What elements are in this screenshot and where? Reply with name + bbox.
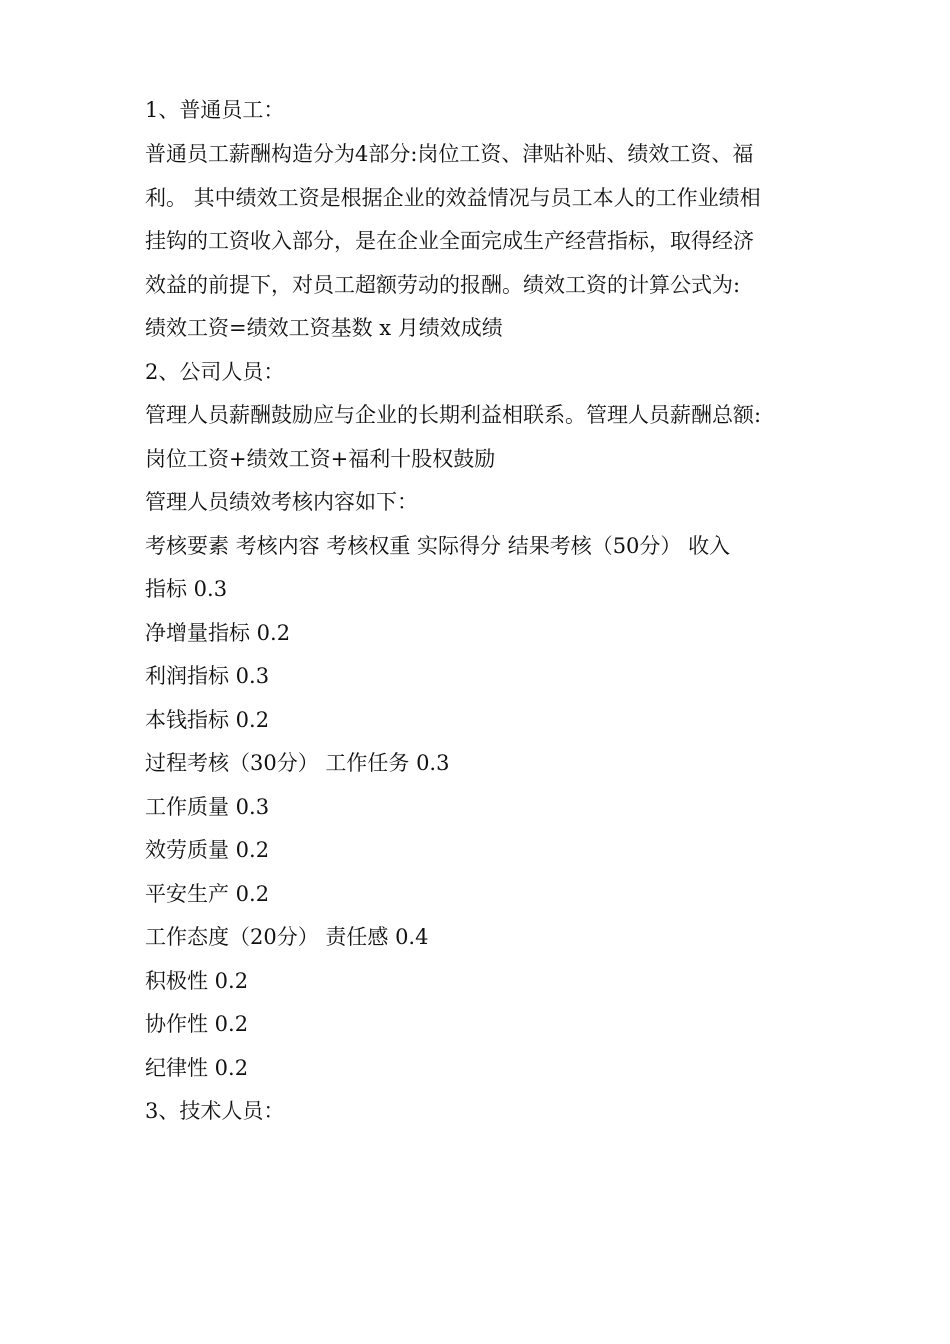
paragraph-line: 管理人员薪酬鼓励应与企业的长期利益相联系。管理人员薪酬总额:: [145, 403, 762, 427]
assessment-item: 净增量指标 0.2: [145, 621, 291, 645]
assessment-item: 指标 0.3: [145, 577, 228, 601]
assessment-item: 工作态度（20分） 责任感 0.4: [145, 925, 429, 949]
assessment-item: 利润指标 0.3: [145, 664, 270, 688]
section-heading-company-staff: 2、公司人员：: [145, 360, 285, 384]
paragraph-line: 普通员工薪酬构造分为4部分:岗位工资、津贴补贴、绩效工资、福: [145, 142, 754, 166]
section-heading-technical-staff: 3、技术人员：: [145, 1099, 285, 1123]
section-heading-ordinary-staff: 1、普通员工：: [145, 98, 285, 122]
document-page: [145, 0, 815, 1344]
assessment-item: 本钱指标 0.2: [145, 708, 270, 732]
paragraph-line: 效益的前提下，对员工超额劳动的报酬。绩效工资的计算公式为:: [145, 273, 741, 297]
paragraph-line: 岗位工资+绩效工资+福利十股权鼓励: [145, 447, 496, 471]
formula-line: 绩效工资=绩效工资基数 x 月绩效成绩: [145, 316, 503, 340]
assessment-header-line: 考核要素 考核内容 考核权重 实际得分 结果考核（50分） 收入: [145, 534, 731, 558]
paragraph-line: 挂钩的工资收入部分，是在企业全面完成生产经营指标，取得经济: [145, 229, 754, 253]
paragraph-line: 利。 其中绩效工资是根据企业的效益情况与员工本人的工作业绩相: [145, 186, 761, 210]
paragraph-line: 管理人员绩效考核内容如下：: [145, 490, 418, 514]
assessment-item: 纪律性 0.2: [145, 1056, 249, 1080]
assessment-item: 工作质量 0.3: [145, 795, 270, 819]
assessment-item: 积极性 0.2: [145, 969, 249, 993]
assessment-item: 协作性 0.2: [145, 1012, 249, 1036]
assessment-item: 平安生产 0.2: [145, 882, 270, 906]
assessment-item: 过程考核（30分） 工作任务 0.3: [145, 751, 450, 775]
assessment-item: 效劳质量 0.2: [145, 838, 270, 862]
